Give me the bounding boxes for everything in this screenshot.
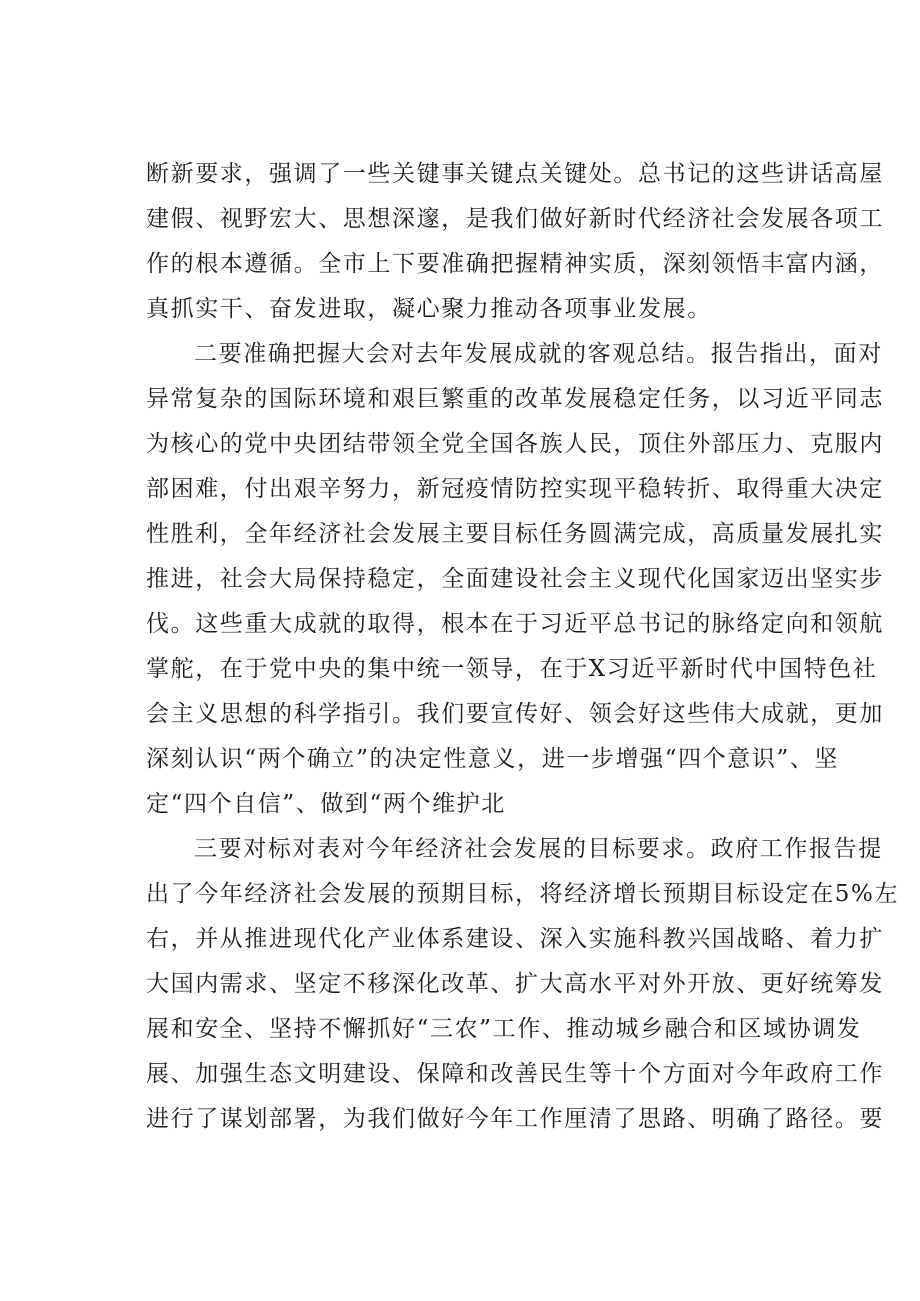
paragraph-line: 展、加强生态文明建设、保障和改善民生等十个方面对今年政府工作 [146, 1061, 884, 1087]
paragraph-line: 部困难，付出艰辛努力，新冠疫情防控实现平稳转折、取得重大决定 [146, 476, 884, 502]
paragraph-line: 定“四个自信”、做到“两个维护北 [146, 791, 506, 817]
paragraph-line: 进行了谋划部署，为我们做好今年工作厘清了思路、明确了路径。要 [146, 1106, 884, 1132]
paragraph-line: 掌舵，在于党中央的集中统一领导，在于X习近平新时代中国特色社 [146, 656, 878, 682]
paragraph-line: 会主义思想的科学指引。我们要宣传好、领会好这些伟大成就，更加 [146, 701, 884, 727]
paragraph-line: 性胜利，全年经济社会发展主要目标任务圆满完成，高质量发展扎实 [146, 521, 884, 547]
paragraph-2 [146, 332, 884, 827]
paragraph-3 [146, 827, 900, 1142]
paragraph-1 [146, 152, 884, 332]
document-body [146, 152, 900, 1142]
paragraph-line: 建假、视野宏大、思想深邃，是我们做好新时代经济社会发展各项工 [146, 206, 884, 232]
paragraph-line: 为核心的党中央团结带领全党全国各族人民，顶住外部压力、克服内 [146, 431, 884, 457]
paragraph-line: 二要准确把握大会对去年发展成就的客观总结。报告指出，面对 [194, 341, 883, 367]
paragraph-line: 异常复杂的国际环境和艰巨繁重的改革发展稳定任务，以习近平同志 [146, 386, 884, 412]
paragraph-line: 伐。这些重大成就的取得，根本在于习近平总书记的脉络定向和领航 [146, 611, 884, 637]
paragraph-line: 深刻认识“两个确立”的决定性意义，进一步增强“四个意识”、坚 [146, 746, 840, 772]
paragraph-line: 三要对标对表对今年经济社会发展的目标要求。政府工作报告提 [194, 836, 883, 862]
paragraph-line: 推进，社会大局保持稳定，全面建设社会主义现代化国家迈出坚实步 [146, 566, 884, 592]
paragraph-line: 作的根本遵循。全市上下要准确把握精神实质，深刻领悟丰富内涵， [146, 251, 884, 277]
paragraph-line: 真抓实干、奋发进取，凝心聚力推动各项事业发展。 [146, 296, 712, 322]
paragraph-line: 展和安全、坚持不懈抓好“三农”工作、推动城乡融合和区域协调发 [146, 1016, 862, 1042]
paragraph-line: 右，并从推进现代化产业体系建设、深入实施科教兴国战略、着力扩 [146, 926, 884, 952]
paragraph-line: 大国内需求、坚定不移深化改革、扩大高水平对外开放、更好统筹发 [146, 971, 884, 997]
paragraph-line: 断新要求，强调了一些关键事关键点关键处。总书记的这些讲话高屋 [146, 161, 884, 187]
paragraph-line: 出了今年经济社会发展的预期目标，将经济增长预期目标设定在5%左 [146, 881, 900, 907]
